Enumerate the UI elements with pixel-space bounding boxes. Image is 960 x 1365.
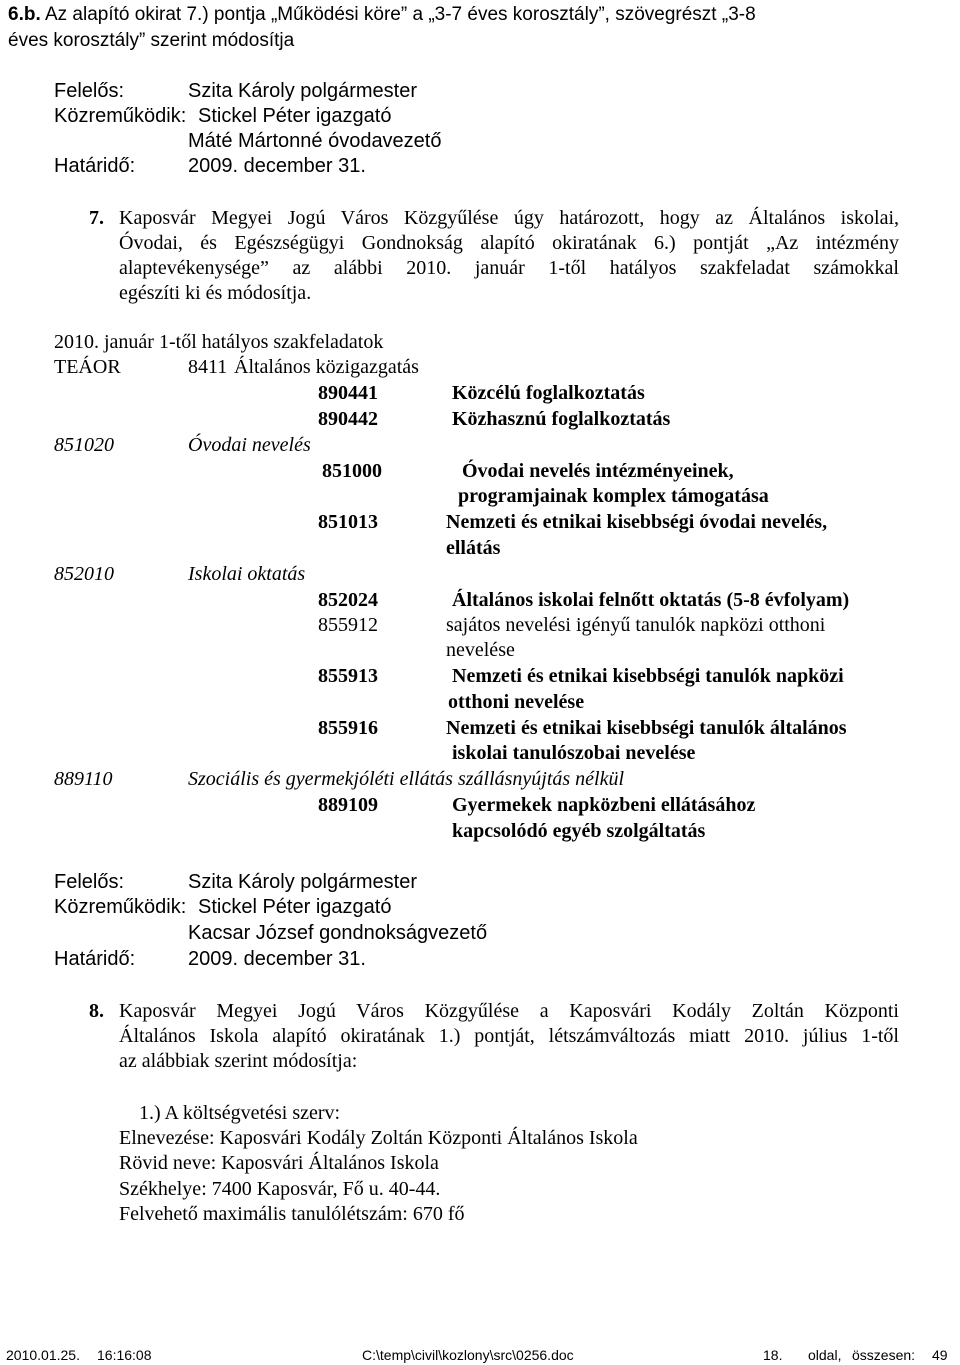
footer-page: 18.: [763, 1347, 783, 1363]
footer-osszesen: összesen:: [852, 1347, 916, 1363]
footer-total: 49: [932, 1347, 948, 1363]
text-851000-line2: programjainak komplex támogatása: [458, 485, 769, 507]
teaor-name: Általános közigazgatás: [234, 356, 419, 378]
text-855913-line2: otthoni nevelése: [448, 691, 585, 713]
koltsegvetesi-line: Felvehető maximális tanulólétszám: 670 fő: [119, 1203, 465, 1225]
code-855913: 855913: [318, 665, 378, 687]
kozremukodik-value-2: Kacsar József gondnokságvezető: [188, 922, 488, 944]
item-8-number: 8.: [89, 1000, 104, 1022]
section-title-line1: Az alapító okirat 7.) pontja „Működési köre” a „3-7 éves korosztály”, szövegrészt „3-8: [44, 4, 756, 25]
kozremukodik-value: Stickel Péter igazgató: [198, 896, 392, 918]
item-8-line: Kaposvár Megyei Jogú Város Közgyűlése a Kaposvári Kodály Zoltán Központi: [119, 1000, 899, 1022]
group-name-852010: Iskolai oktatás: [188, 563, 306, 585]
section-number: 6.b.: [8, 4, 41, 25]
koltsegvetesi-line: Elnevezése: Kaposvári Kodály Zoltán Központi Általános Iskola: [119, 1127, 638, 1149]
text-851013-line2: ellátás: [446, 537, 501, 559]
footer-time: 16:16:08: [97, 1347, 152, 1363]
item-7-line: egészíti ki és módosítja.: [119, 282, 312, 304]
footer-oldal: oldal,: [808, 1347, 842, 1363]
item-7-line: alaptevékenysége” az alábbi 2010. január 1-től hatályos szakfeladat számokkal: [119, 257, 899, 279]
code-855912: 855912: [318, 614, 378, 636]
item-8-line: Általános Iskola alapító okiratának 1.) pontját, létszámváltozás miatt 2010. július 1-től: [119, 1025, 899, 1047]
section-title-line2: éves korosztály” szerint módosítja: [8, 30, 295, 51]
code-852024: 852024: [318, 589, 378, 611]
hatarido-value: 2009. december 31.: [188, 948, 366, 970]
text-855916-line2: iskolai tanulószobai nevelése: [452, 742, 696, 764]
group-code-851020: 851020: [54, 434, 114, 456]
item-7-number: 7.: [89, 207, 104, 229]
item-7-line: Kaposvár Megyei Jogú Város Közgyűlése úgy határozott, hogy az Általános iskolai,: [119, 207, 899, 229]
group-name-851020: Óvodai nevelés: [188, 434, 311, 456]
text-889109-line2: kapcsolódó egyéb szolgáltatás: [452, 820, 706, 842]
text-855912-line2: nevelése: [446, 639, 515, 661]
code-855916: 855916: [318, 717, 378, 739]
text-855913-line1: Nemzeti és etnikai kisebbségi tanulók napközi: [452, 665, 844, 687]
text-851000-line1: Óvodai nevelés intézményeinek,: [462, 460, 734, 482]
group-code-889110: 889110: [54, 768, 113, 790]
code-890441: 890441: [318, 382, 378, 404]
koltsegvetesi-title: 1.) A költségvetési szerv:: [139, 1102, 341, 1124]
code-889109: 889109: [318, 794, 378, 816]
footer-date: 2010.01.25.: [6, 1347, 80, 1363]
teaor-code: 8411: [188, 356, 228, 378]
hatarido-value: 2009. december 31.: [188, 155, 366, 177]
kozremukodik-label: Közreműködik:: [54, 105, 187, 127]
teaor-label: TEÁOR: [54, 356, 121, 378]
text-889109-line1: Gyermekek napközbeni ellátásához: [452, 794, 756, 816]
text-855912-line1: sajátos nevelési igényű tanulók napközi otthoni: [446, 614, 826, 636]
szakfeladatok-intro: 2010. január 1-től hatályos szakfeladatok: [54, 331, 384, 353]
footer-path: C:\temp\civil\kozlony\src\0256.doc: [362, 1347, 574, 1363]
hatarido-label: Határidő:: [54, 948, 136, 970]
koltsegvetesi-line: Rövid neve: Kaposvári Általános Iskola: [119, 1152, 439, 1174]
item-7-line: Óvodai, és Egészségügyi Gondnokság alapító okiratának 6.) pontját „Az intézmény: [119, 232, 899, 254]
kozremukodik-label: Közreműködik:: [54, 896, 187, 918]
item-8-line: az alábbiak szerint módosítja:: [119, 1050, 358, 1072]
code-851000: 851000: [322, 460, 382, 482]
group-code-852010: 852010: [54, 563, 114, 585]
code-890442: 890442: [318, 408, 378, 430]
text-852024: Általános iskolai felnőtt oktatás (5-8 évfolyam): [452, 589, 850, 611]
group-name-889110: Szociális és gyermekjóléti ellátás szállásnyújtás nélkül: [188, 768, 625, 790]
kozremukodik-value-2: Máté Mártonné óvodavezető: [188, 130, 442, 152]
felelos-value: Szita Károly polgármester: [188, 871, 417, 893]
text-851013-line1: Nemzeti és etnikai kisebbségi óvodai nevelés,: [446, 511, 828, 533]
felelos-label: Felelős:: [54, 871, 125, 893]
felelos-label: Felelős:: [54, 80, 125, 102]
kozremukodik-value: Stickel Péter igazgató: [198, 105, 392, 127]
text-855916-line1: Nemzeti és etnikai kisebbségi tanulók általános: [446, 717, 847, 739]
hatarido-label: Határidő:: [54, 155, 136, 177]
text-890441: Közcélú foglalkoztatás: [452, 382, 645, 404]
text-890442: Közhasznú foglalkoztatás: [452, 408, 671, 430]
koltsegvetesi-line: Székhelye: 7400 Kaposvár, Fő u. 40-44.: [119, 1178, 441, 1200]
felelos-value: Szita Károly polgármester: [188, 80, 417, 102]
section-heading: [8, 4, 756, 26]
code-851013: 851013: [318, 511, 378, 533]
